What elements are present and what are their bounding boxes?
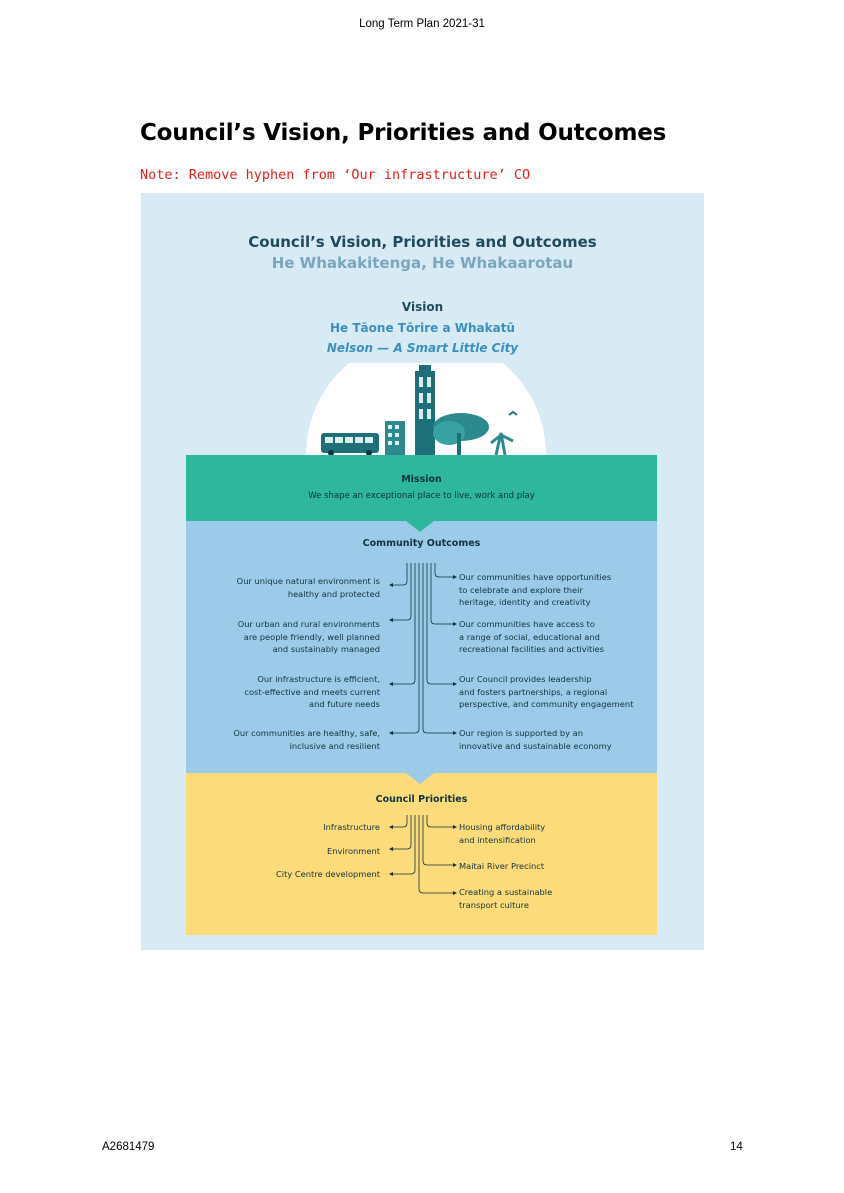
vision-english: Nelson — A Smart Little City — [326, 341, 519, 355]
outcome-right-2: Our communities have access to a range of social, educational and recreational facilities and activities — [459, 619, 604, 654]
priority-left-3: City Centre development — [275, 869, 380, 879]
outcomes-arrow — [406, 773, 434, 784]
editorial-note: Note: Remove hyphen from ‘Our infrastructure’ CO — [140, 167, 531, 183]
mission-heading: Mission — [401, 474, 442, 485]
page-number: 14 — [730, 1141, 743, 1153]
outcome-left-4: Our communities are healthy, safe, inclusive and resilient — [233, 728, 380, 751]
mission-text: We shape an exceptional place to live, work and play — [308, 491, 535, 501]
priority-right-1: Housing affordability and intensification — [459, 822, 546, 845]
running-header: Long Term Plan 2021-31 — [359, 18, 485, 30]
priority-right-3: Creating a sustainable transport culture — [459, 887, 553, 910]
infographic-title: Council’s Vision, Priorities and Outcomes — [248, 233, 597, 251]
vision-infographic — [141, 193, 704, 950]
mission-arrow — [406, 521, 434, 532]
mission-section — [186, 455, 657, 521]
outcome-right-1: Our communities have opportunities to celebrate and explore their heritage, identity and creativity — [459, 572, 612, 607]
clock-tower-icon — [415, 371, 435, 455]
community-outcomes-heading: Community Outcomes — [362, 538, 481, 549]
outcome-right-3: Our Council provides leadership and fosters partnerships, a regional perspective, and community engagement — [459, 674, 634, 709]
outcome-left-2: Our urban and rural environments are people friendly, well planned and sustainably managed — [237, 619, 380, 654]
outcome-left-1: Our unique natural environment is healthy and protected — [236, 576, 380, 599]
priority-left-1: Infrastructure — [323, 822, 380, 832]
document-id: A2681479 — [102, 1141, 155, 1153]
page-title: Council’s Vision, Priorities and Outcomes — [140, 120, 667, 146]
council-priorities-heading: Council Priorities — [375, 794, 468, 805]
vision-maori: He Tāone Tōrire a Whakatū — [330, 321, 515, 335]
vision-heading: Vision — [401, 300, 444, 314]
outcome-left-3: Our infrastructure is efficient, cost-effective and meets current and future needs — [244, 674, 380, 709]
outcome-right-4: Our region is supported by an innovative and sustainable economy — [459, 728, 612, 751]
priority-right-2: Maitai River Precinct — [459, 861, 545, 871]
infographic-subtitle: He Whakakitenga, He Whakaarotau — [271, 254, 574, 272]
city-skyline-illustration — [291, 363, 561, 455]
priority-left-2: Environment — [327, 846, 380, 856]
